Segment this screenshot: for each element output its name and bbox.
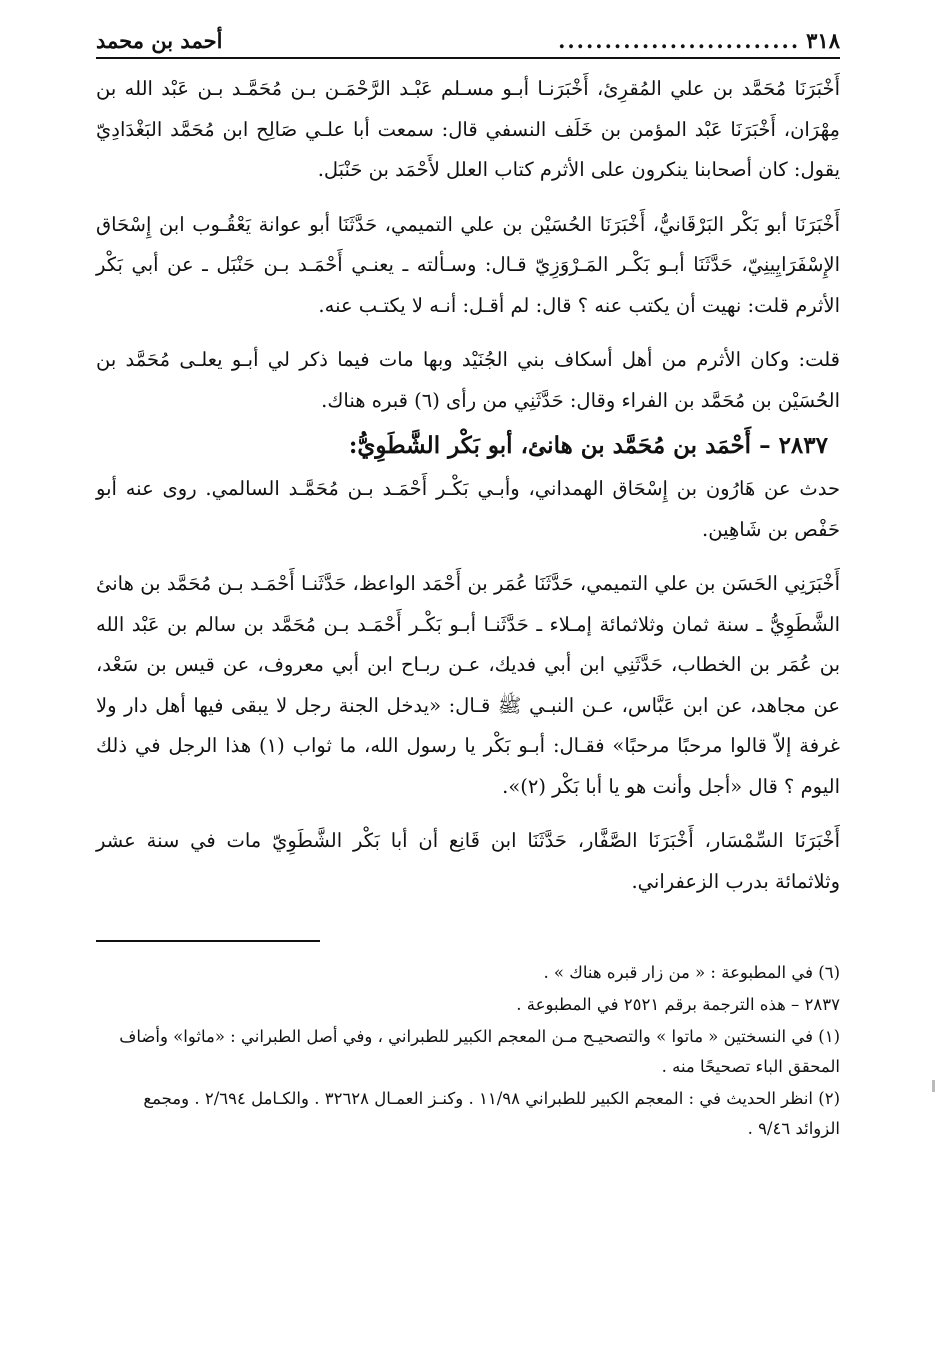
paragraph-1: أَخْبَرَنَا مُحَمَّد بن علي المُقرِئ، أَخْبَرَنـا أبـو مسـلم عَبْـد الرَّحْمَـن بـن مُحَمَّـد بـن عَبْد الله بن مِهْرَان، أَخْبَرَنَا عَبْد المؤمن بن خَلَف النسفي قال: سمعت أبا علـي صَالِح ابن مُحَمَّد البَغْدَادِيّ يقول: كان أصحابنا ينكرون على الأثرم كتاب العلل لأَحْمَد بن حَنْبَل. xyxy=(96,77,840,181)
entry-paragraph-3: أَخْبَرَنَا السِّمْسَار، أَخْبَرَنَا الصَّفَّار، حَدَّثَنَا ابن قَانِع أن أبا بَكْر الشَّطَوِيّ مات في سنة عشر وثلاثمائة بدرب الزعفراني. xyxy=(96,829,840,893)
footnote-rule xyxy=(96,940,320,942)
running-title: أحمد بن محمد xyxy=(96,28,223,53)
header-leader-dots: .......................... xyxy=(558,28,801,53)
footnote-6: (٦) في المطبوعة : « من زار قبره هناك » . xyxy=(543,963,840,982)
page-header xyxy=(96,28,840,53)
paragraph-3: قلت: وكان الأثرم من أهل أسكاف بني الجُنَيْد وبها مات فيما ذكر لي أبـو يعلـى مُحَمَّد بن الحُسَيْن بن مُحَمَّد بن الفراء وقال: حَدَّثَنِي من رأى (٦) قبره هناك. xyxy=(96,348,840,412)
paragraph-2: أَخْبَرَنَا أبو بَكْر البَرْقَانيُّ، أَخْبَرَنَا الحُسَيْن بن علي التميمي، حَدَّثَنَا أبو عوانة يَعْقُـوب ابن إِسْحَاق الإِسْفَرَايِينِيّ، حَدَّثَنَا أبـو بَكْـر المَـرْوَزِيّ قـال: وسـألته ـ يعنـي أَحْمَـد بـن حَنْبَل ـ عن أبي بَكْر الأثرم قلت: نهيت أن يكتب عنه ؟ قال: لم أقـل: أنـه لا يكتـب عنه. xyxy=(96,212,840,317)
footnote-2: (٢) انظر الحديث في : المعجم الكبير للطبراني ١١/٩٨ . وكنـز العمـال ٣٢٦٢٨ . والكـامل ٢/٦٩٤ . ومجمع الزوائد ٩/٤٦ . xyxy=(143,1089,840,1138)
header-rule xyxy=(96,57,840,59)
footnote-1: (١) في النسختين « ماتوا » والتصحيـح مـن المعجم الكبير للطبراني ، وفي أصل الطبراني : «ماثوا» وأضاف المحقق الباء تصحيحًا منه . xyxy=(119,1027,840,1076)
entry-paragraph-1: حدث عن هَارُون بن إِسْحَاق الهمداني، وأبـي بَكْـر أَحْمَـد بـن مُحَمَّـد السالمي. روى عنه أبو حَفْص بن شَاهِين. xyxy=(96,477,840,541)
entry-paragraph-2: أَخْبَرَنِي الحَسَن بن علي التميمي، حَدَّثَنَا عُمَر بن أَحْمَد الواعظ، حَدَّثَنـا أَحْمَـد بـن مُحَمَّد بن هانئ الشَّطَوِيُّ ـ سنة ثمان وثلاثمائة إمـلاء ـ حَدَّثَنـا أبـو بَكْـر أَحْمَـد بـن مُحَمَّد بن سالم بن عَبْد الله بن عُمَر بن الخطاب، حَدَّثَنِي ابن أبي فديك، عـن ربـاح ابن أبي معروف، عن قيس بن سَعْد، عن مجاهد، عن ابن عَبَّاس، عـن النبـي ﷺ قـال: «يدخل الجنة رجل لا يبقى فيها أهل دار ولا غرفة إلاّ قالوا مرحبًا مرحبًا» فقـال: أبـو بَكْر يا رسول الله، ما ثواب (١) هذا الرجل في ذلك اليوم ؟ قال «أجل وأنت هو يا أبا بَكْر (٢)». xyxy=(96,572,840,798)
page-number: ٣١٨ xyxy=(806,28,840,53)
book-page xyxy=(96,28,840,1146)
footnote-entry-2837: ٢٨٣٧ – هذه الترجمة برقم ٢٥٢١ في المطبوعة . xyxy=(516,995,840,1014)
scan-margin-mark xyxy=(932,1080,935,1092)
footnotes xyxy=(96,958,840,1144)
entry-heading: ٢٨٣٧ – أَحْمَد بن مُحَمَّد بن هانئ، أبو بَكْر الشَّطَوِيُّ: xyxy=(348,432,828,459)
main-text xyxy=(96,69,840,902)
